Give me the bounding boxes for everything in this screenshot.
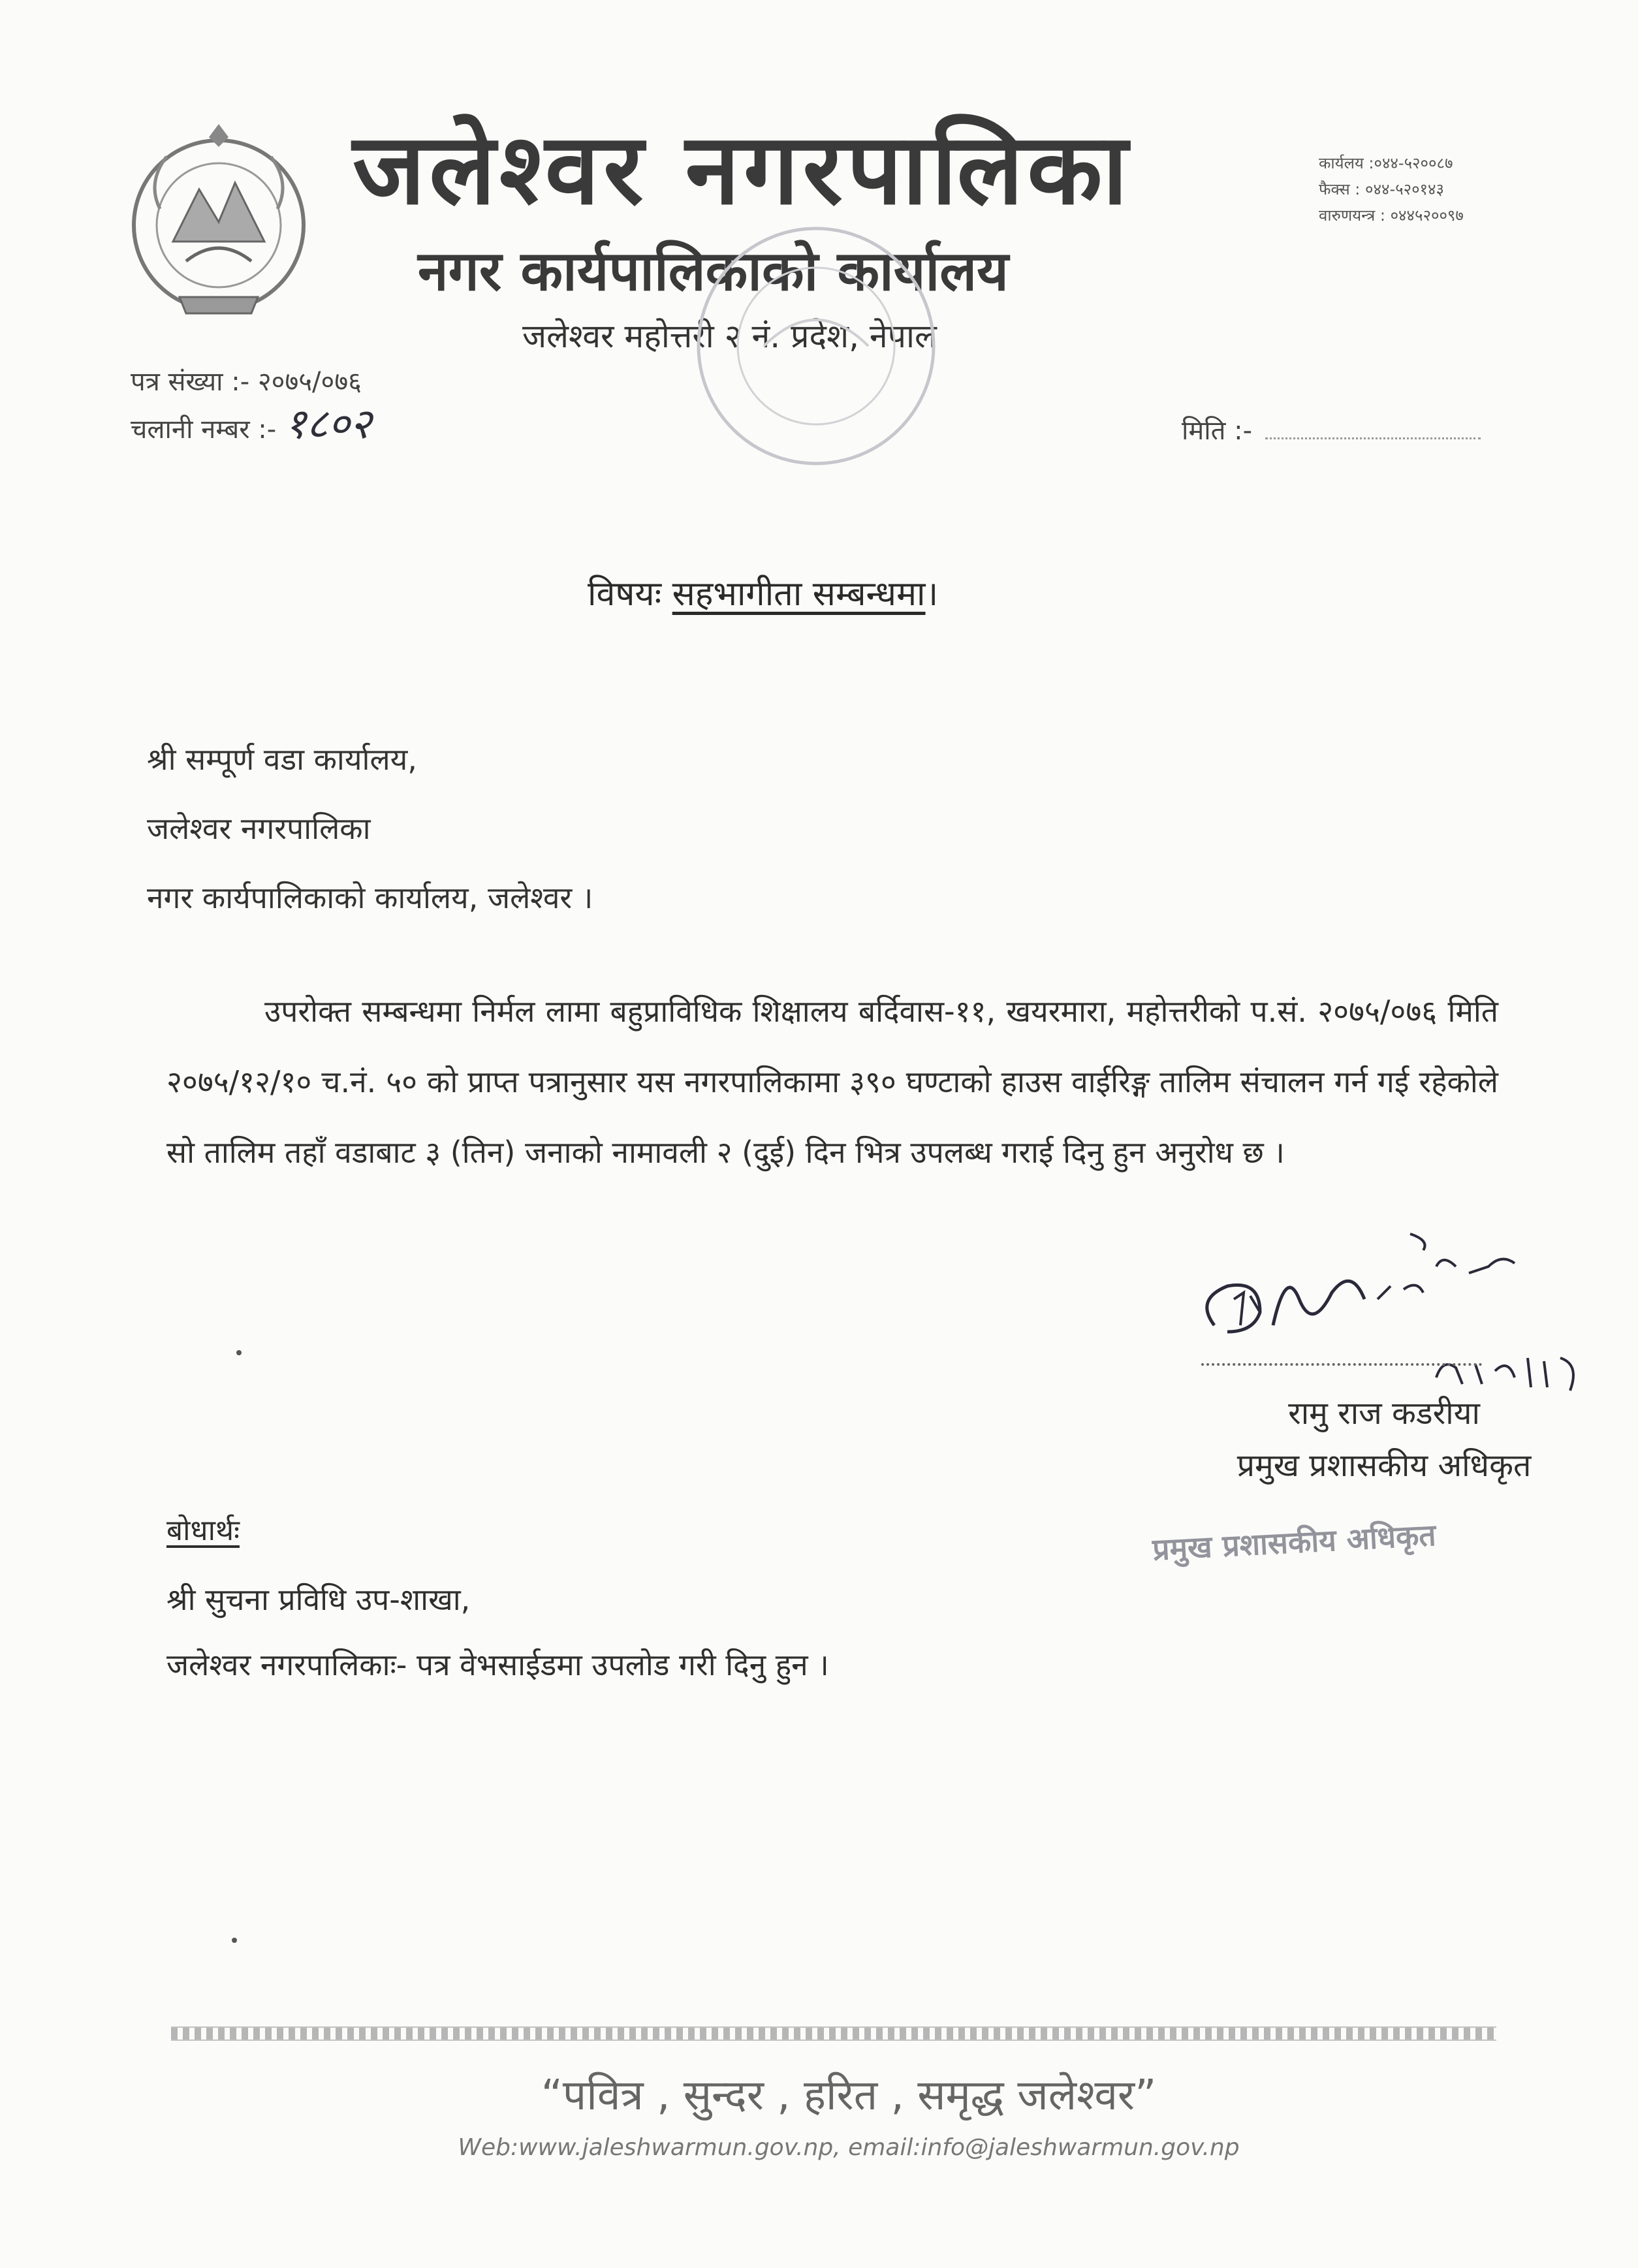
contact-radio: वारुणयन्त्र : ०४४५२००९७ xyxy=(1319,206,1464,225)
scan-speck xyxy=(232,1938,237,1943)
footer-motto: “पवित्र , सुन्दर , हरित , समृद्ध जलेश्वर” xyxy=(541,2071,1157,2120)
contact-office: कार्यलय :०४४-५२००८७ xyxy=(1319,154,1453,172)
signatory-name: रामु राज कडरीया xyxy=(1288,1395,1480,1432)
dispatch-number-row xyxy=(131,400,653,449)
contact-fax: फैक्स : ०४४-५२०१४३ xyxy=(1319,180,1444,198)
recipient-line: जलेश्वर नगरपालिका xyxy=(147,811,371,846)
ref-number-value: २०७५/०७६ xyxy=(257,367,362,397)
footer-border xyxy=(171,2026,1496,2041)
body-paragraph: उपरोक्त सम्बन्धमा निर्मल लामा बहुप्राविधिक शिक्षालय बर्दिवास-११, खयरमारा, महोत्तरीको प.सं. २०७५/०७६ मिति २०७५/१२/१० च.नं. ५० को प्राप्त पत्रानुसार यस नगरपालिकामा ३९० घण्टाको हाउस वाईरिङ्ग तालिम संचालन गर्न गई रहेकोले सो तालिम तहाँ वडाबाट ३ (तिन) जनाको नामावली २ (दुई) दिन भित्र उपलब्ध गराई दिनु हुन अनुरोध छ । xyxy=(166,994,1498,1170)
cc-heading: बोधार्थः xyxy=(166,1514,240,1547)
signatory-title: प्रमुख प्रशासकीय अधिकृत xyxy=(1236,1447,1532,1484)
recipient-block xyxy=(147,725,930,932)
subject-label: विषयः xyxy=(588,575,662,614)
municipality-title: जलेश्वर नगरपालिका xyxy=(353,113,1132,227)
date-blank-line xyxy=(1265,418,1481,439)
date-label: मिति :- xyxy=(1182,416,1253,446)
ref-number-label: पत्र संख्या :- xyxy=(131,367,250,397)
nepal-emblem-icon xyxy=(114,111,323,333)
dispatch-number-label: चलानी नम्बर :- xyxy=(131,415,277,445)
office-subtitle: नगर कार्यपालिकाको कार्यालय xyxy=(418,239,1009,303)
recipient-line: श्री सम्पूर्ण वडा कार्यालय, xyxy=(147,742,417,777)
recipient-line: नगर कार्यपालिकाको कार्यालय, जलेश्वर । xyxy=(147,880,593,915)
cc-line: श्री सुचना प्रविधि उप-शाखा, xyxy=(166,1582,471,1617)
office-address: जलेश्वर महोत्तरी २ नं. प्रदेश, नेपाल xyxy=(522,317,937,355)
signature-line xyxy=(1201,1363,1482,1366)
subject-text: सहभागीता सम्बन्धमा xyxy=(672,575,926,614)
scan-speck xyxy=(236,1350,242,1355)
handwritten-signature xyxy=(1188,1227,1606,1410)
subject-line xyxy=(588,568,1175,620)
designation-stamp: प्रमुख प्रशासकीय अधिकृत xyxy=(1151,1517,1437,1567)
cc-block xyxy=(166,1567,1146,1697)
footer-web-email: Web:www.jaleshwarmun.gov.np, email:info@jaleshwarmun.gov.np xyxy=(458,2134,1240,2161)
contact-block xyxy=(1319,150,1606,228)
cc-line: जलेश्वर नगरपालिकाः- पत्र वेभसाईडमा उपलोड गरी दिनु हुन । xyxy=(166,1647,829,1682)
date-row xyxy=(1182,411,1521,450)
subject-end: । xyxy=(925,575,939,614)
office-seal-stamp xyxy=(672,215,960,490)
dispatch-number-value: १८०२ xyxy=(284,400,372,449)
ref-number-row xyxy=(131,362,588,402)
